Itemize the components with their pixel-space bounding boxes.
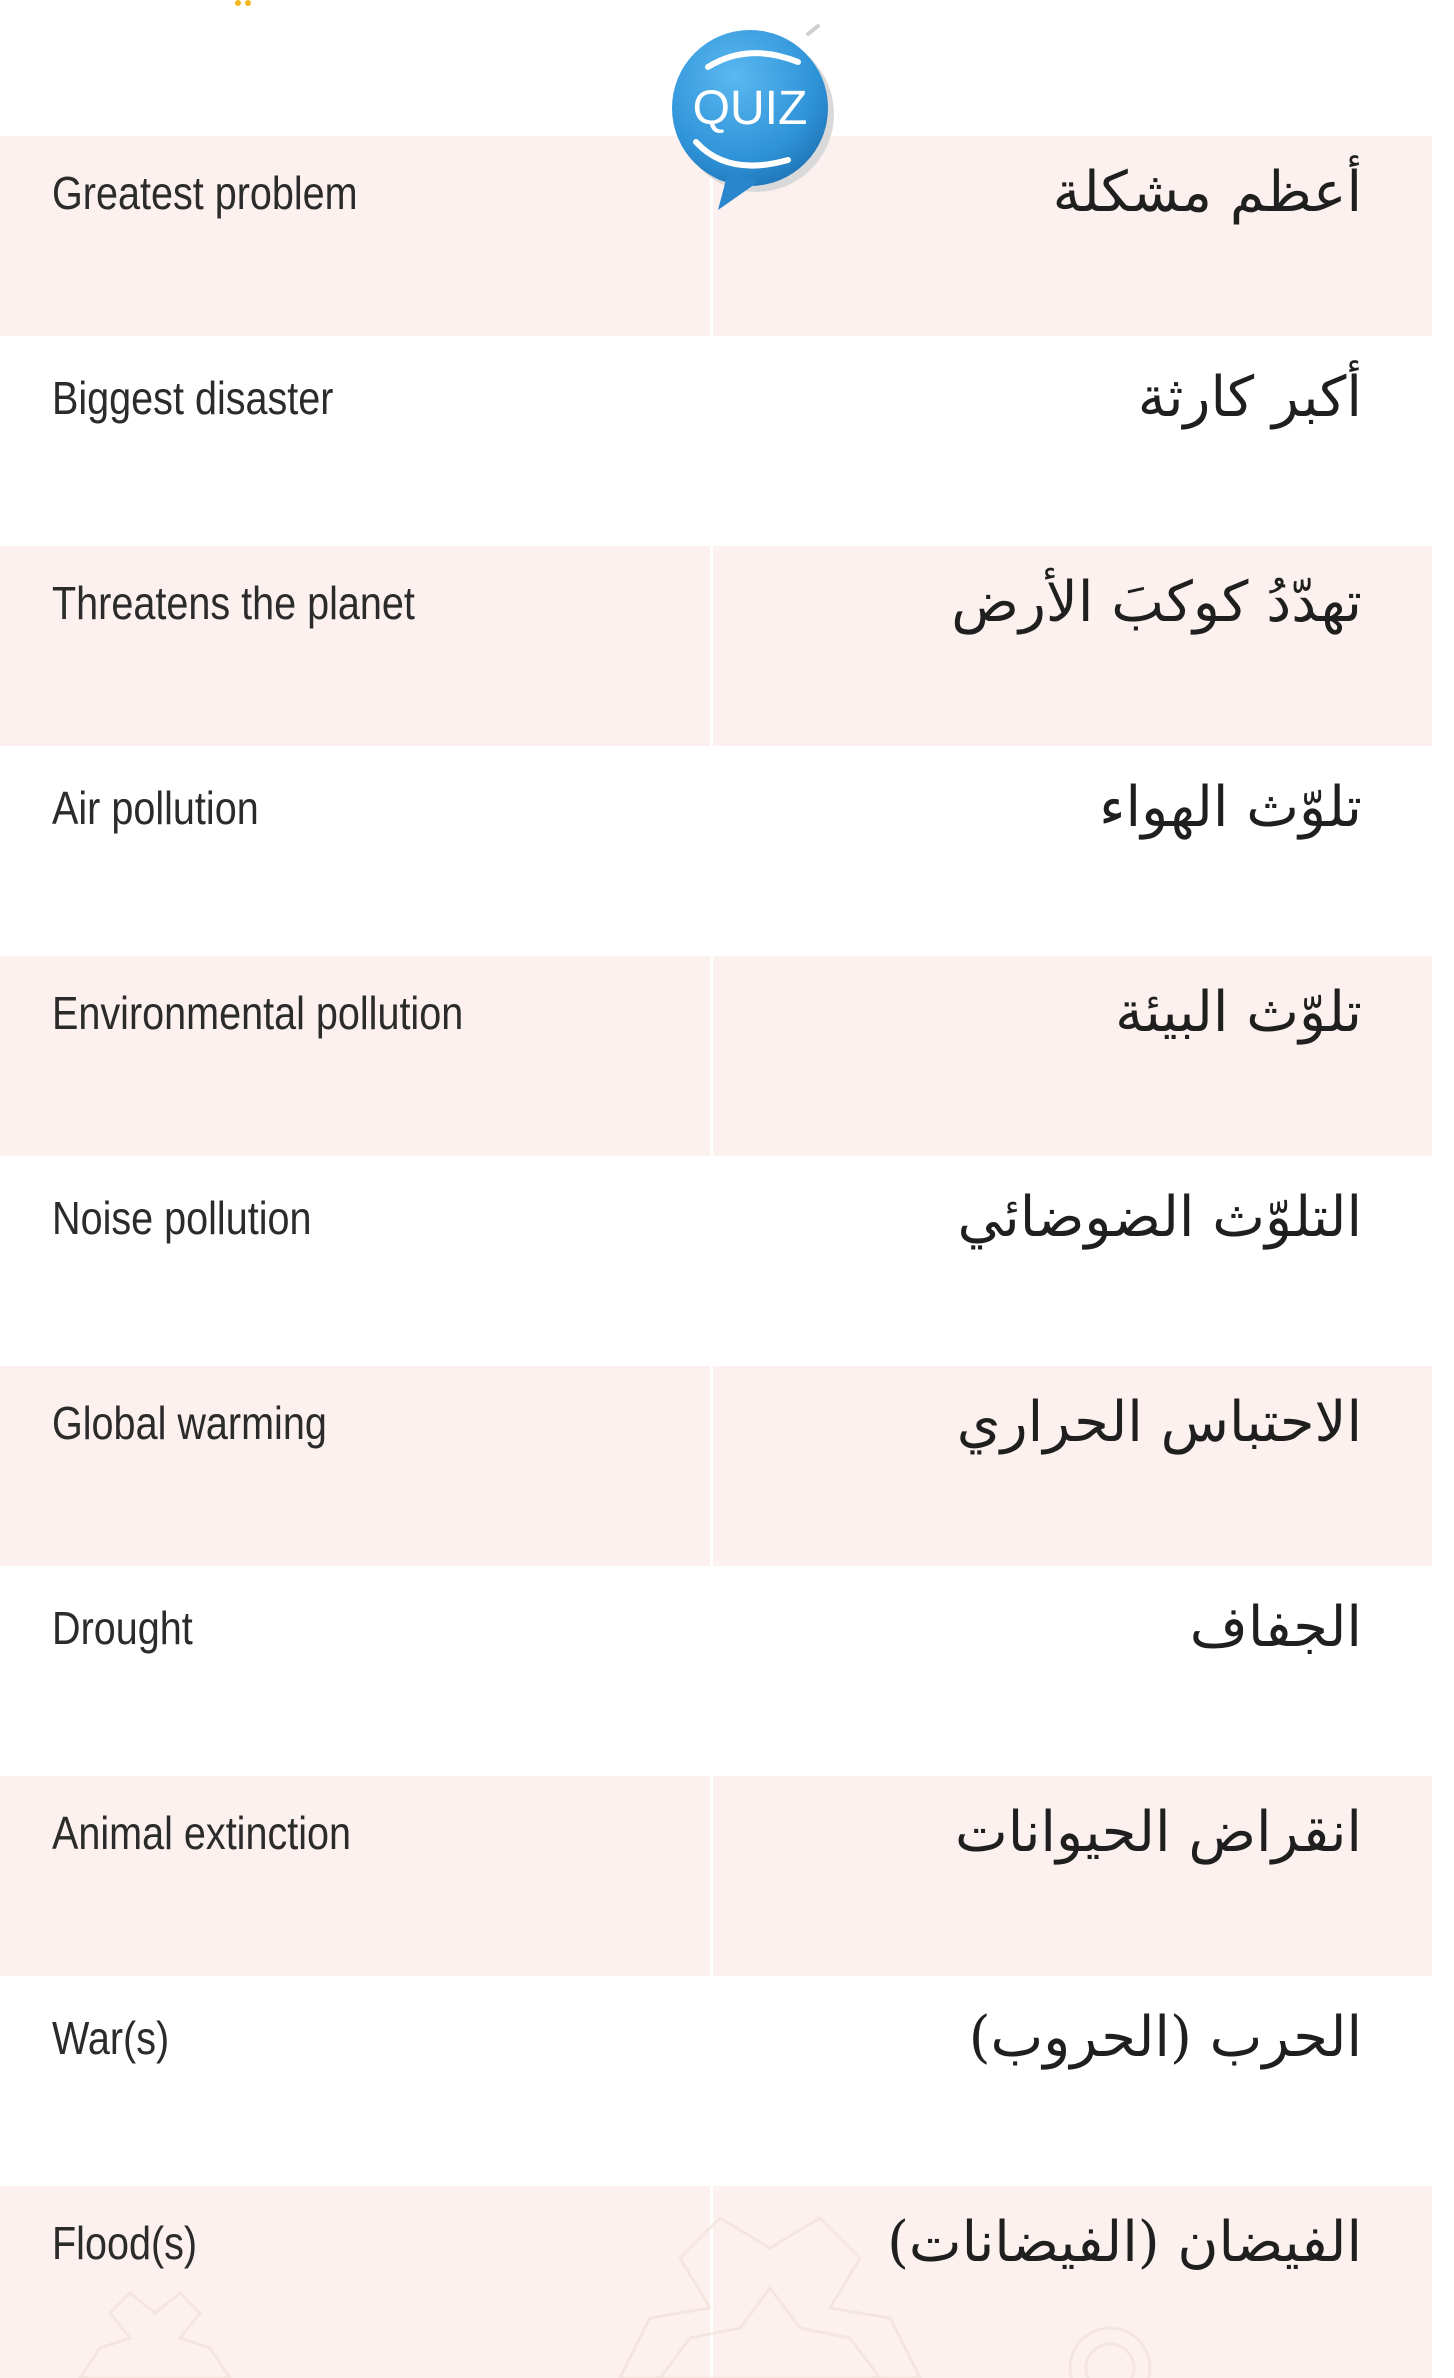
english-cell bbox=[0, 2186, 710, 2378]
arabic-cell bbox=[713, 2186, 1432, 2378]
arabic-cell bbox=[713, 1161, 1432, 1361]
arabic-term: أكبر كارثة bbox=[1137, 365, 1362, 430]
english-cell bbox=[0, 1571, 710, 1771]
arabic-cell bbox=[713, 956, 1432, 1156]
vocab-row bbox=[0, 751, 1432, 951]
arabic-term: الحرب (الحروب) bbox=[968, 2005, 1362, 2070]
vocab-row bbox=[0, 1161, 1432, 1361]
arabic-term: تلوّث البيئة bbox=[1115, 980, 1362, 1045]
arabic-term: الفيضان (الفيضانات) bbox=[887, 2210, 1362, 2275]
vocab-row bbox=[0, 1776, 1432, 1976]
english-cell bbox=[0, 1981, 710, 2181]
english-cell bbox=[0, 1366, 710, 1566]
quiz-badge-icon bbox=[668, 22, 838, 212]
vocabulary-table bbox=[0, 136, 1432, 2378]
english-term: Global warming bbox=[52, 1397, 327, 1449]
arabic-term: التلوّث الضوضائي bbox=[957, 1185, 1362, 1250]
arabic-cell bbox=[713, 546, 1432, 746]
vocab-row bbox=[0, 956, 1432, 1156]
arabic-term: تلوّث الهواء bbox=[1099, 775, 1362, 840]
arabic-term: تهدّدُ كوكبَ الأرض bbox=[951, 570, 1362, 635]
english-term: Biggest disaster bbox=[52, 372, 334, 424]
english-term: Air pollution bbox=[52, 782, 259, 834]
vocab-row bbox=[0, 1981, 1432, 2181]
english-cell bbox=[0, 546, 710, 746]
arabic-cell bbox=[713, 751, 1432, 951]
arabic-cell bbox=[713, 1981, 1432, 2181]
vocab-row bbox=[0, 1366, 1432, 1566]
english-term: Threatens the planet bbox=[52, 577, 415, 629]
english-term: Environmental pollution bbox=[52, 987, 464, 1039]
english-cell bbox=[0, 1161, 710, 1361]
vocab-row bbox=[0, 341, 1432, 541]
english-term: Drought bbox=[52, 1602, 193, 1654]
arabic-term: أعظم مشكلة bbox=[1052, 160, 1362, 225]
english-term: Noise pollution bbox=[52, 1192, 312, 1244]
english-term: Greatest problem bbox=[52, 167, 358, 219]
english-term: War(s) bbox=[52, 2012, 170, 2064]
arabic-term: الجفاف bbox=[1189, 1595, 1362, 1660]
vocab-row bbox=[0, 546, 1432, 746]
arabic-cell bbox=[713, 341, 1432, 541]
quiz-label: QUIZ bbox=[692, 82, 808, 135]
arabic-term: انقراض الحيوانات bbox=[955, 1800, 1362, 1865]
vocab-row bbox=[0, 2186, 1432, 2378]
english-cell bbox=[0, 956, 710, 1156]
english-term: Flood(s) bbox=[52, 2217, 198, 2269]
english-cell bbox=[0, 341, 710, 541]
english-term: Animal extinction bbox=[52, 1807, 352, 1859]
arabic-term: الاحتباس الحراري bbox=[956, 1390, 1362, 1455]
english-cell bbox=[0, 751, 710, 951]
decorative-mark bbox=[232, 0, 258, 12]
vocab-row bbox=[0, 1571, 1432, 1771]
arabic-cell bbox=[713, 1571, 1432, 1771]
arabic-cell bbox=[713, 1366, 1432, 1566]
arabic-cell bbox=[713, 1776, 1432, 1976]
english-cell bbox=[0, 136, 710, 336]
english-cell bbox=[0, 1776, 710, 1976]
